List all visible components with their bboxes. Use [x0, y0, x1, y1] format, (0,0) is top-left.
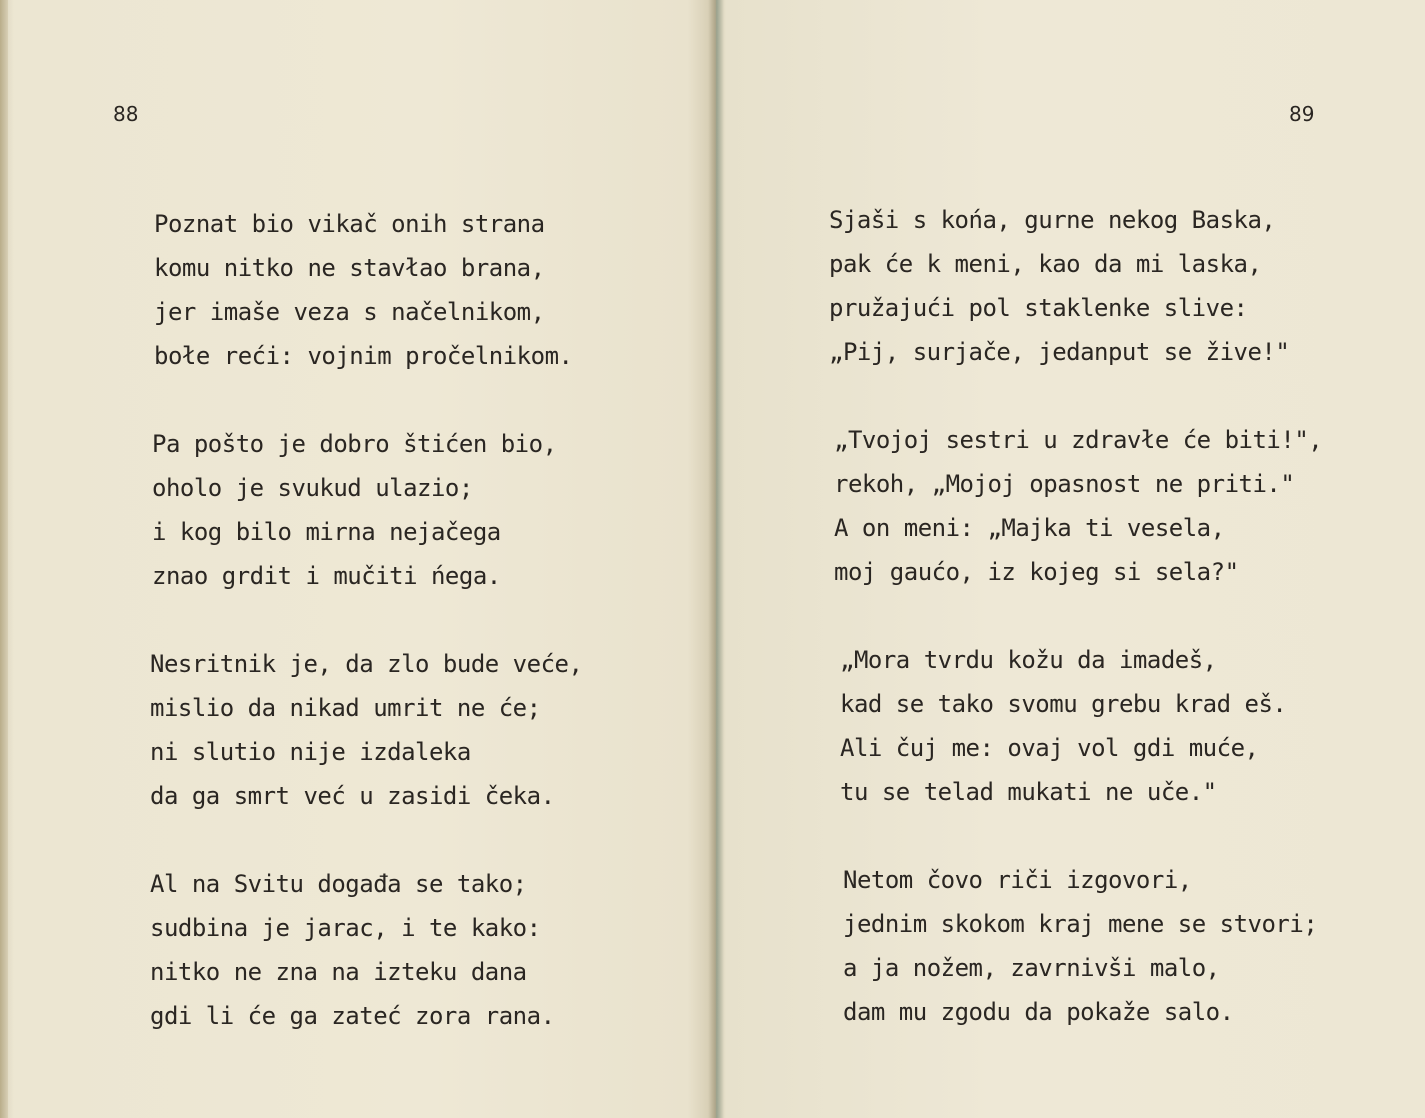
verse-line: nitko ne zna na izteku dana [150, 958, 527, 986]
verse-line: Nesritnik je, da zlo bude veće, [150, 650, 583, 678]
verse-line: bołe reći: vojnim pročelnikom. [154, 342, 573, 370]
verse-line: „Pij, surjače, jedanput se žive!" [829, 338, 1290, 366]
stanza [154, 202, 572, 378]
right-page [716, 0, 1425, 1118]
verse-line: A on meni: „Majka ti vesela, [834, 514, 1225, 542]
verse-line: a ja nožem, zavrnivši malo, [843, 954, 1220, 982]
stanza [150, 862, 555, 1038]
stanza [840, 638, 1286, 814]
verse-line: tu se telad mukati ne uče." [840, 778, 1217, 806]
page-number: 88 [113, 102, 139, 126]
verse-line: oholo je svukud ulazio; [152, 474, 473, 502]
verse-line: kad se tako svomu grebu krad eš. [840, 690, 1287, 718]
verse-line: Poznat bio vikač onih strana [154, 210, 545, 238]
verse-line: gdi li će ga zateć zora rana. [150, 1002, 555, 1030]
verse-line: „Mora tvrdu kožu da imadeš, [840, 646, 1217, 674]
stanza [834, 418, 1322, 594]
stanza [150, 642, 582, 818]
stanza [843, 858, 1317, 1034]
stanza [829, 198, 1289, 374]
verse-line: dam mu zgodu da pokaže salo. [843, 998, 1234, 1026]
verse-line: da ga smrt već u zasidi čeka. [150, 782, 555, 810]
verse-line: Al na Svitu događa se tako; [150, 870, 527, 898]
verse-line: pružajući pol staklenke slive: [829, 294, 1248, 322]
verse-line: jer imaše veza s načelnikom, [154, 298, 545, 326]
verse-line: rekoh, „Mojoj opasnost ne priti." [834, 470, 1295, 498]
stanza [152, 422, 557, 598]
verse-line: Netom čovo riči izgovori, [843, 866, 1192, 894]
verse-line: pak će k meni, kao da mi laska, [829, 250, 1262, 278]
verse-line: moj gaućo, iz kojeg si sela?" [834, 558, 1239, 586]
page-number: 89 [1289, 102, 1315, 126]
verse-line: i kog bilo mirna nejačega [152, 518, 501, 546]
verse-line: Pa pošto je dobro štićen bio, [152, 430, 557, 458]
verse-line: Ali čuj me: ovaj vol gdi muće, [840, 734, 1259, 762]
verse-line: znao grdit i mučiti ńega. [152, 562, 501, 590]
verse-line: sudbina je jarac, i te kako: [150, 914, 541, 942]
verse-line: komu nitko ne stavłao brana, [154, 254, 545, 282]
verse-line: jednim skokom kraj mene se stvori; [843, 910, 1318, 938]
book-gutter [708, 0, 724, 1118]
verse-line: „Tvojoj sestri u zdravłe će biti!", [834, 426, 1323, 454]
page-edge [0, 0, 8, 1118]
verse-line: ni slutio nije izdaleka [150, 738, 471, 766]
verse-line: mislio da nikad umrit ne će; [150, 694, 541, 722]
verse-line: Sjaši s końa, gurne nekog Baska, [829, 206, 1276, 234]
